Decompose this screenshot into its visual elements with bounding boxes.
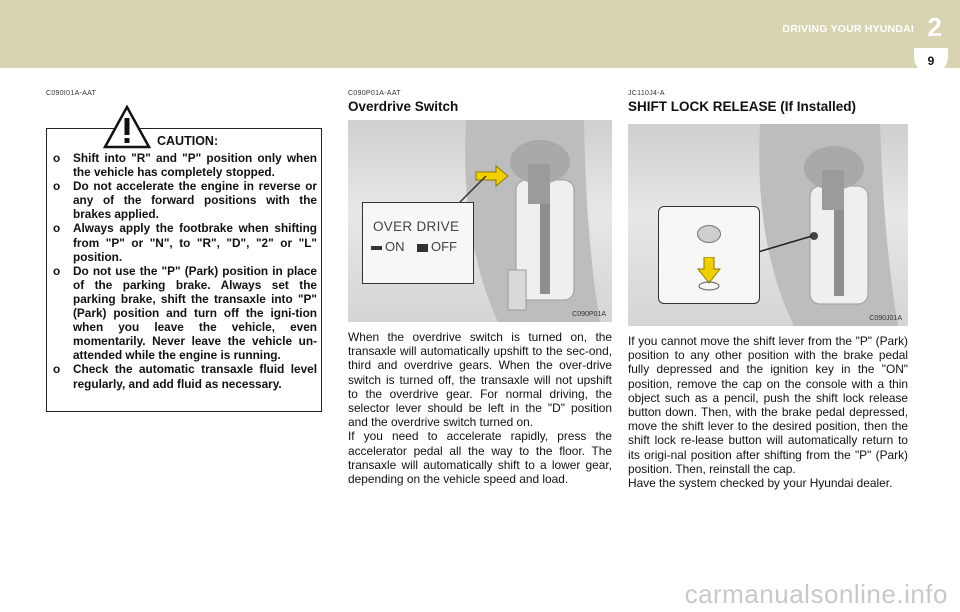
image-code: C090J01A <box>869 315 902 322</box>
caution-item: o Do not accelerate the engine in reverse or any of the forward positions with the brakes applied. <box>53 179 317 222</box>
section-code: JC110J4-A <box>628 90 665 97</box>
overdrive-section <box>348 90 612 115</box>
chapter-title: DRIVING YOUR HYUNDAI <box>782 23 914 35</box>
section-heading: Overdrive Switch <box>348 99 459 114</box>
section-heading: SHIFT LOCK RELEASE (If Installed) <box>628 99 857 114</box>
caution-item: o Check the automatic transaxle fluid level regularly, and add fluid as necessary. <box>53 362 317 391</box>
inset-on-label: ON <box>371 239 405 254</box>
shift-lock-inset <box>658 206 760 304</box>
shift-lock-text <box>628 334 908 490</box>
shift-lock-section <box>628 90 908 115</box>
bullet: o <box>53 179 61 194</box>
paragraph: When the overdrive switch is turned on, the transaxle will automatically upshift to the sec-ond, third and overdrive gears. When the over-drive switch is turned off, the transaxle will not upshift to the overdrive gear. For normal driving, the selector lever should be left in the "D" position and the overdrive switch turned on. <box>348 330 612 430</box>
bullet: o <box>53 221 61 236</box>
paragraph: Have the system checked by your Hyundai dealer. <box>628 476 893 491</box>
caution-title: CAUTION: <box>157 134 219 148</box>
paragraph: If you cannot move the shift lever from the "P" (Park) position to any other position with the brake pedal fully depressed and the ignition key in the "ON" position, remove the cap on the console with a thin object such as a pencil, push the shift lock release button down. Then, with the brake pedal depressed, move the shift lever to the desired position, then the shift lock re-lease button will automatically return to its origi-nal position after shifting from the "P" (Park) position. Then, reinstall the cap. <box>628 334 908 476</box>
caution-list <box>53 151 317 391</box>
chapter-number: 2 <box>927 12 942 42</box>
bullet: o <box>53 362 61 377</box>
image-code: C090P01A <box>572 311 606 318</box>
warning-triangle-icon <box>103 105 151 149</box>
overdrive-inset <box>362 202 474 284</box>
shift-lock-photo <box>628 124 908 326</box>
paragraph: If you need to accelerate rapidly, press the accelerator pedal all the way to the floor. The transaxle will automatically shift to a lower gear, depending on the vehicle speed and load. <box>348 429 612 487</box>
caution-item: o Always apply the footbrake when shifting from "P" or "N", to "R", "D", "2" or "L" position. <box>53 221 317 264</box>
press-arrow-icon <box>697 257 721 291</box>
overdrive-text <box>348 330 612 486</box>
overdrive-switch-photo <box>348 120 612 322</box>
bullet: o <box>53 151 61 165</box>
watermark: carmanualsonline.info <box>684 579 948 609</box>
section-code: C090I01A-AAT <box>46 90 97 97</box>
section-code: C090P01A-AAT <box>348 90 401 97</box>
cap-icon <box>697 225 721 243</box>
bullet: o <box>53 263 61 278</box>
page-number: 9 <box>927 54 935 68</box>
caution-item: o Shift into "R" and "P" position only when the vehicle has completely stopped. <box>53 151 317 180</box>
inset-off-label: OFF <box>417 239 457 254</box>
caution-box <box>46 128 322 412</box>
inset-label: OVER DRIVE <box>373 219 460 234</box>
caution-item: o Do not use the "P" (Park) position in place of the parking brake. Always set the parking brake, shift the transaxle into "P" (Park) position and turn off the igni-tion when you leave the vehicle, even momentarily. Never leave the vehicle un-attended while the engine is running. <box>53 263 317 363</box>
caution-section <box>46 90 324 97</box>
